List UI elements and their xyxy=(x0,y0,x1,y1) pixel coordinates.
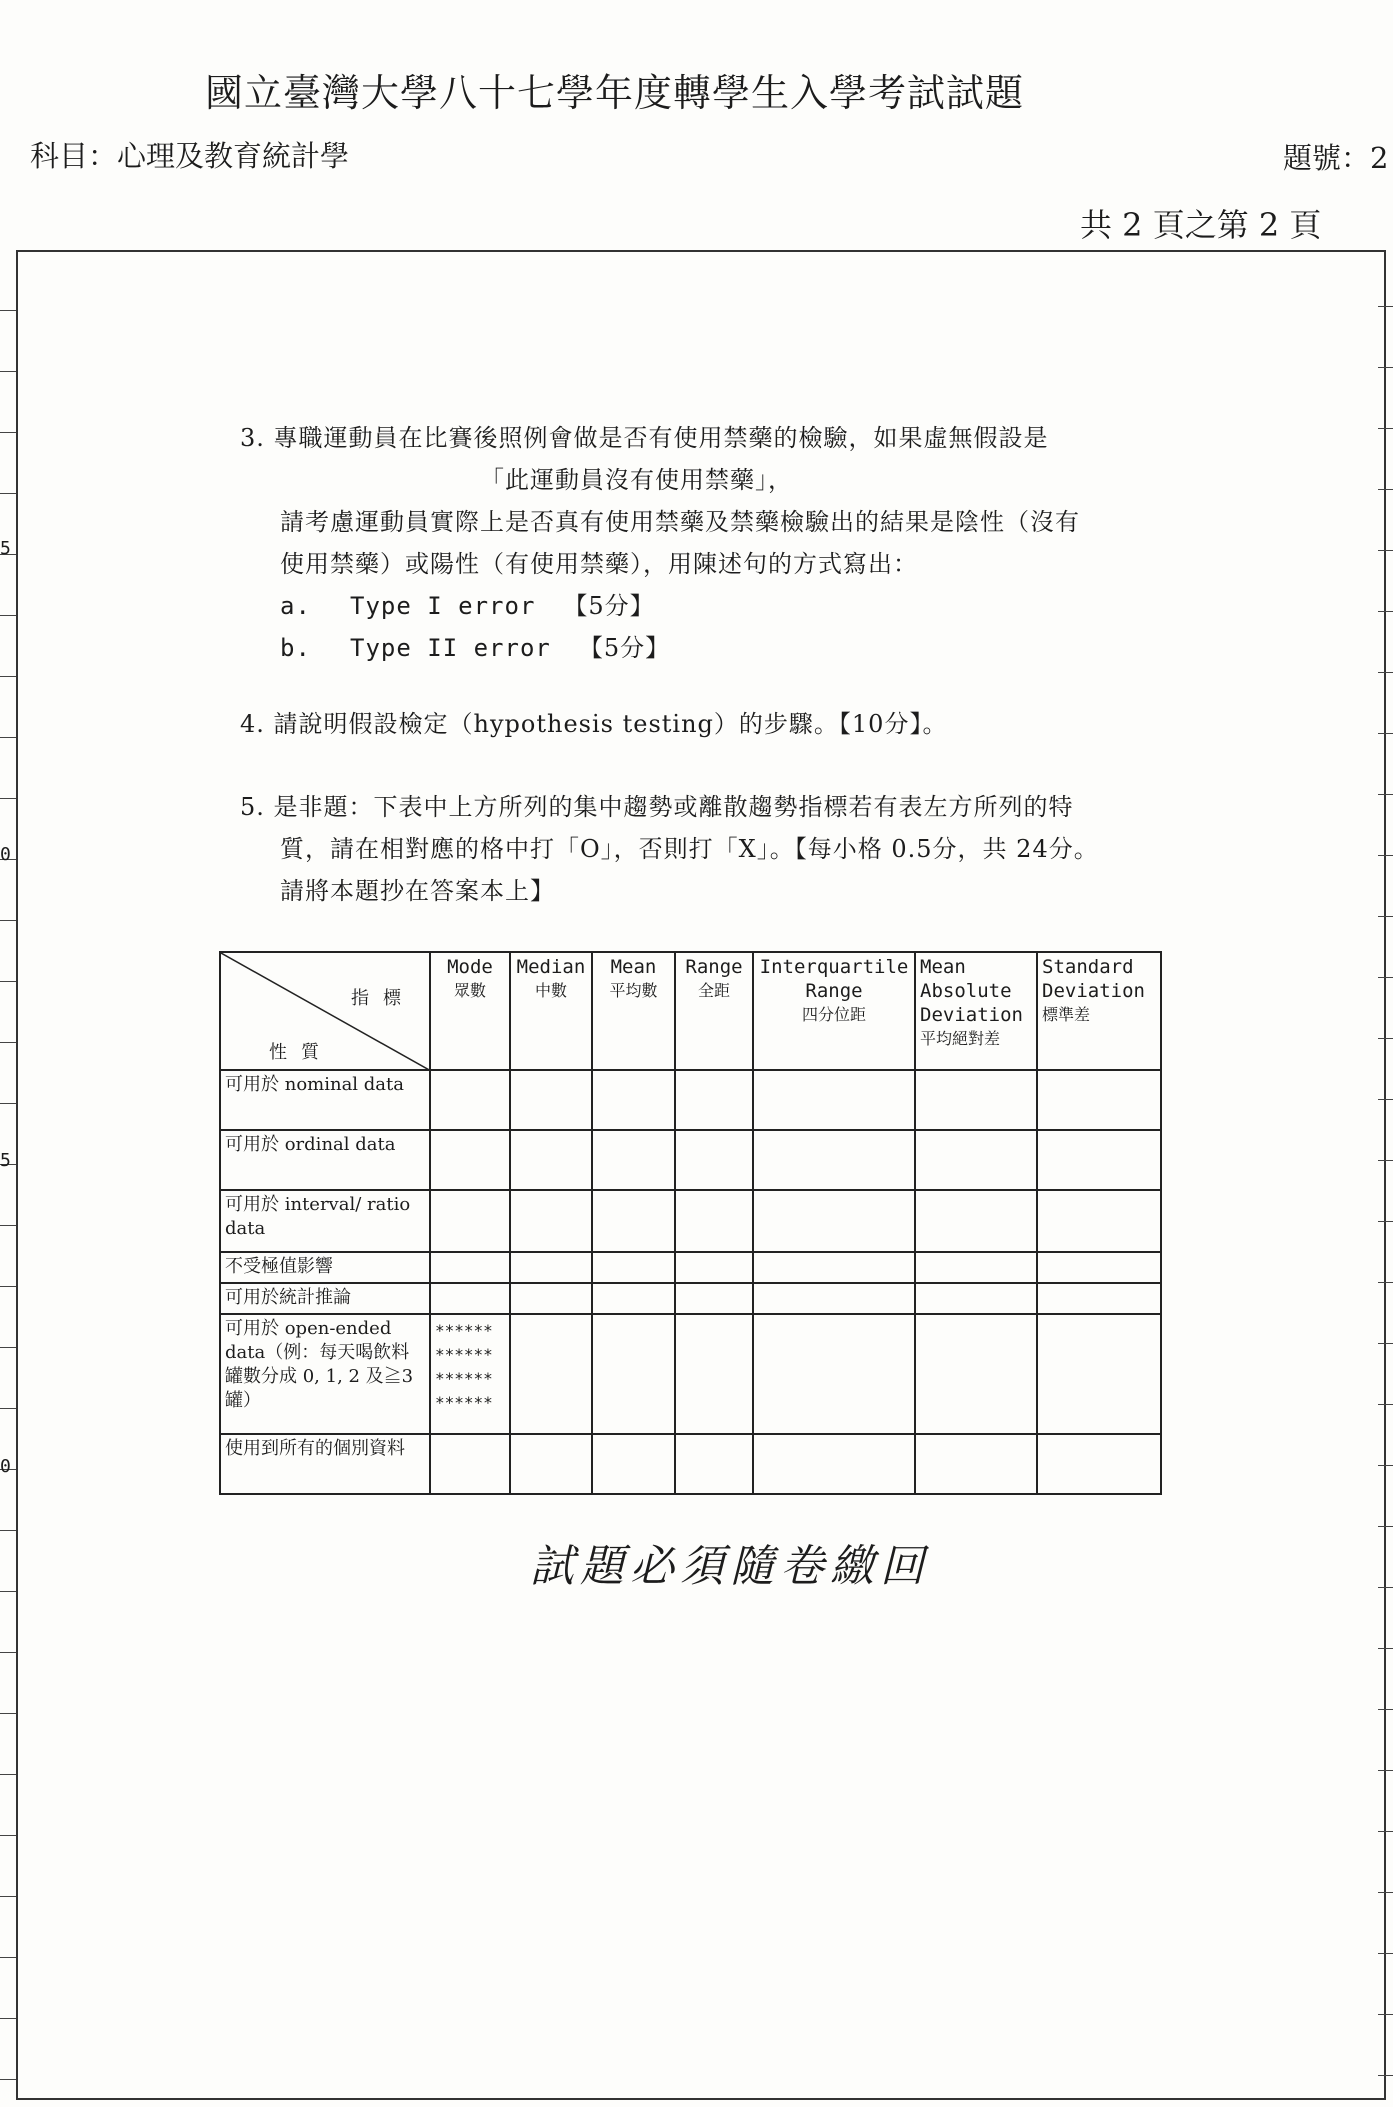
properties-table xyxy=(219,951,1162,1495)
corner-cell xyxy=(220,952,430,1070)
row-label: 可用於 ordinal data xyxy=(220,1130,430,1190)
margin-tick xyxy=(0,432,16,433)
margin-tick xyxy=(1378,1343,1393,1344)
margin-tick xyxy=(0,310,16,311)
margin-tick xyxy=(0,371,16,372)
margin-tick xyxy=(1378,306,1393,307)
margin-tick xyxy=(1378,1953,1393,1954)
margin-tick xyxy=(1378,1404,1393,1405)
margin-tick xyxy=(0,920,16,921)
question-3 xyxy=(240,417,1080,669)
part-label: a. xyxy=(280,592,311,620)
question-number: 題號：2 xyxy=(1283,141,1389,175)
q4-line: 4. 請說明假設檢定（hypothesis testing）的步驟。【10分】。 xyxy=(240,710,948,738)
q3-part-b xyxy=(240,627,1080,669)
margin-tick xyxy=(1378,672,1393,673)
table-row xyxy=(220,1070,1161,1130)
q3-line: 請考慮運動員實際上是否真有使用禁藥及禁藥檢驗出的結果是陰性（沒有 xyxy=(280,508,1080,536)
q5-line: 5. 是非題：下表中上方所列的集中趨勢或離散趨勢指標若有表左方所列的特 xyxy=(240,793,1074,821)
margin-tick xyxy=(1378,489,1393,490)
margin-label: 0 xyxy=(0,1456,11,1477)
question-4 xyxy=(240,703,947,745)
row-label: 可用於 nominal data xyxy=(220,1070,430,1130)
margin-tick xyxy=(1378,1587,1393,1588)
col-header: Interquartile Range 四分位距 xyxy=(753,952,915,1070)
header-row xyxy=(220,952,1161,1070)
margin-tick xyxy=(1378,611,1393,612)
margin-tick xyxy=(0,1835,16,1836)
part-score: 【5分】 xyxy=(563,592,655,620)
table-row xyxy=(220,1252,1161,1283)
part-score: 【5分】 xyxy=(578,634,671,662)
margin-tick xyxy=(0,1652,16,1653)
table-row xyxy=(220,1130,1161,1190)
margin-tick xyxy=(1378,855,1393,856)
margin-tick xyxy=(1378,1770,1393,1771)
margin-tick xyxy=(1378,1099,1393,1100)
corner-top-label: 指標 xyxy=(351,988,415,1009)
margin-label: 5 xyxy=(0,1150,11,1171)
margin-tick xyxy=(1378,794,1393,795)
margin-tick xyxy=(0,2018,16,2019)
col-header: Mode 眾數 xyxy=(430,952,510,1070)
margin-tick xyxy=(0,1957,16,1958)
margin-tick xyxy=(0,1347,16,1348)
q3-line: 3. 專職運動員在比賽後照例會做是否有使用禁藥的檢驗，如果虛無假設是 xyxy=(240,424,1049,452)
margin-tick xyxy=(1378,367,1393,368)
q3-null-hypothesis: 「此運動員沒有使用禁藥」， xyxy=(480,466,793,494)
corner-bottom-label: 性質 xyxy=(269,1042,333,1063)
margin-tick xyxy=(1378,1282,1393,1283)
margin-tick xyxy=(1378,1831,1393,1832)
margin-tick xyxy=(1378,428,1393,429)
q5-line: 質，請在相對應的格中打「O」，否則打「X」。【每小格 0.5分，共 24分。 xyxy=(280,835,1099,863)
col-header: Range 全距 xyxy=(675,952,753,1070)
row-label: 可用於 open-ended data（例：每天喝飲料罐數分成 0, 1, 2 及≧3 罐） xyxy=(220,1314,430,1434)
table-row xyxy=(220,1190,1161,1252)
margin-tick xyxy=(0,1530,16,1531)
margin-tick xyxy=(1378,1465,1393,1466)
margin-tick xyxy=(0,2079,16,2080)
margin-tick xyxy=(1378,916,1393,917)
return-notice: 試題必須隨卷繳回 xyxy=(530,1541,930,1592)
margin-tick xyxy=(0,493,16,494)
table-row xyxy=(220,1283,1161,1314)
row-label: 使用到所有的個別資料 xyxy=(220,1434,430,1494)
margin-tick xyxy=(1378,1221,1393,1222)
question-5 xyxy=(240,786,1099,912)
margin-label: 0 xyxy=(0,844,11,865)
margin-tick xyxy=(1378,733,1393,734)
table-row xyxy=(220,1314,1161,1434)
table-row xyxy=(220,1434,1161,1494)
margin-tick xyxy=(0,737,16,738)
row-label: 不受極值影響 xyxy=(220,1252,430,1283)
exam-title: 國立臺灣大學八十七學年度轉學生入學考試試題 xyxy=(205,71,1025,115)
q5-line: 請將本題抄在答案本上】 xyxy=(280,877,555,905)
margin-tick xyxy=(1378,1892,1393,1893)
col-header: Median 中數 xyxy=(510,952,592,1070)
margin-tick xyxy=(1378,977,1393,978)
margin-tick xyxy=(0,676,16,677)
margin-tick xyxy=(1378,1709,1393,1710)
margin-tick xyxy=(0,1591,16,1592)
margin-tick xyxy=(1378,2075,1393,2076)
margin-tick xyxy=(1378,2014,1393,2015)
starred-cell: ****** ****** ****** ****** xyxy=(430,1314,510,1434)
part-label: b. xyxy=(280,634,311,662)
margin-tick xyxy=(0,1286,16,1287)
part-text: Type I error xyxy=(350,592,536,620)
row-label: 可用於統計推論 xyxy=(220,1283,430,1314)
col-header: Mean 平均數 xyxy=(592,952,675,1070)
margin-tick xyxy=(0,981,16,982)
margin-tick xyxy=(1378,1648,1393,1649)
margin-tick xyxy=(0,1225,16,1226)
subject-label: 科目：心理及教育統計學 xyxy=(30,139,350,173)
margin-tick xyxy=(0,1896,16,1897)
margin-tick xyxy=(0,1042,16,1043)
margin-tick xyxy=(0,1408,16,1409)
q3-part-a xyxy=(240,585,1080,627)
margin-tick xyxy=(1378,1038,1393,1039)
margin-tick xyxy=(0,1103,16,1104)
col-header: Mean Absolute Deviation 平均絕對差 xyxy=(915,952,1037,1070)
margin-tick xyxy=(1378,1160,1393,1161)
margin-tick xyxy=(0,798,16,799)
col-header: Standard Deviation 標準差 xyxy=(1037,952,1161,1070)
page-info: 共 2 頁之第 2 頁 xyxy=(1080,206,1322,244)
margin-tick xyxy=(0,1774,16,1775)
margin-label: 5 xyxy=(0,538,11,559)
row-label: 可用於 interval/ ratio data xyxy=(220,1190,430,1252)
margin-tick xyxy=(0,1713,16,1714)
q3-line: 使用禁藥）或陽性（有使用禁藥），用陳述句的方式寫出： xyxy=(280,550,918,578)
margin-tick xyxy=(1378,1526,1393,1527)
part-text: Type II error xyxy=(350,634,551,662)
margin-tick xyxy=(0,615,16,616)
margin-tick xyxy=(1378,550,1393,551)
